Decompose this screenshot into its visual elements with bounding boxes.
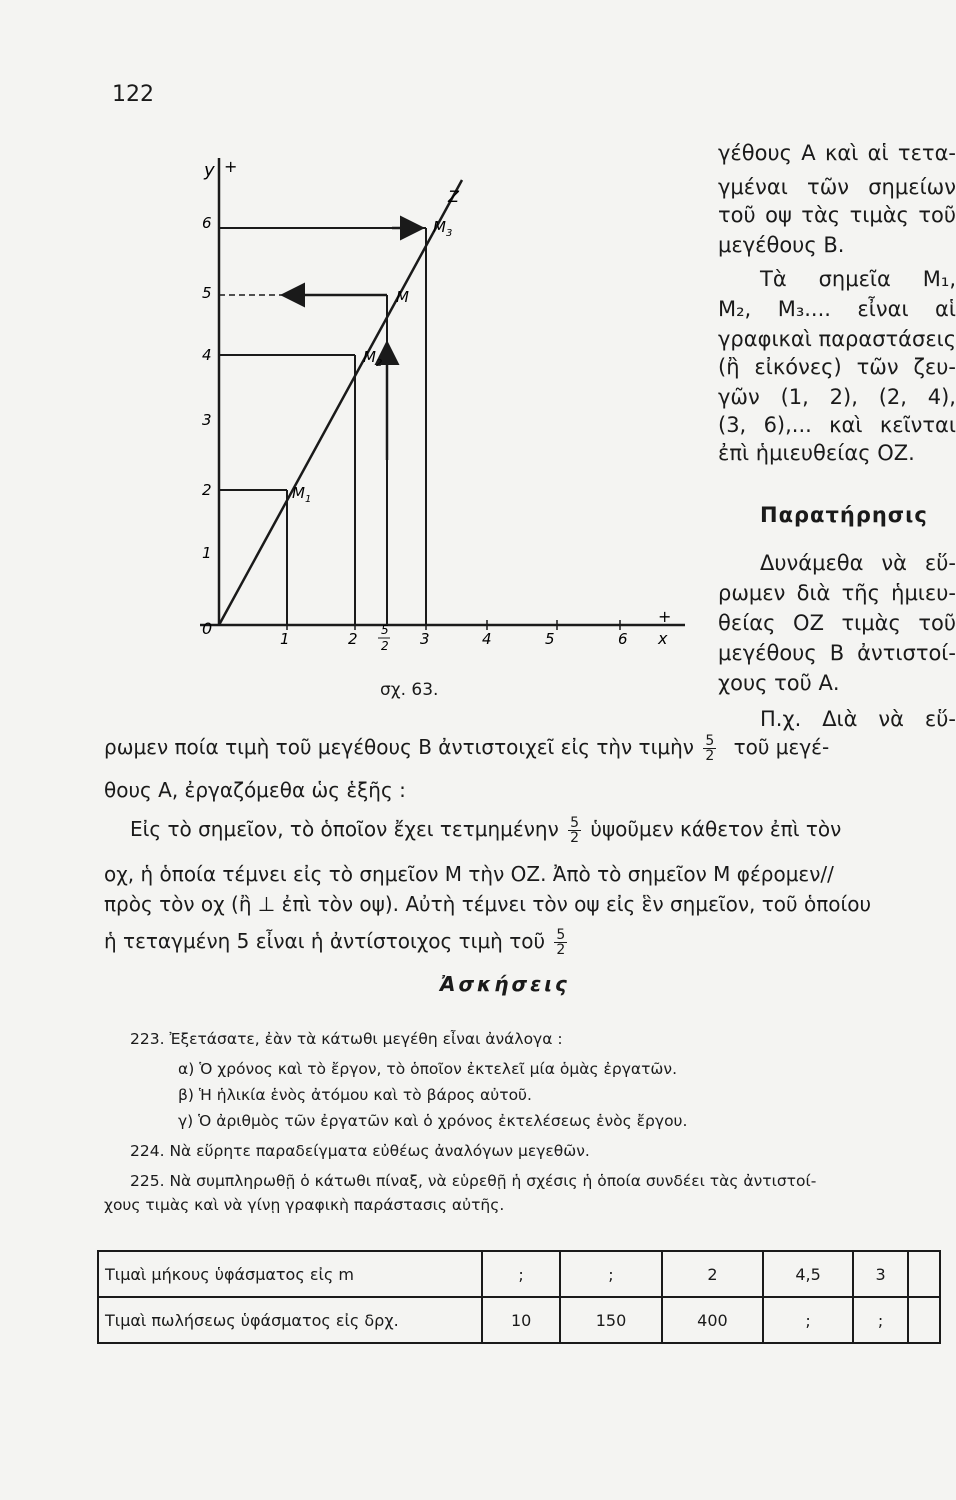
table-cell: 150 — [560, 1297, 661, 1343]
figure-63-graph — [180, 150, 700, 670]
table-cell — [908, 1297, 940, 1343]
y-tick-5: 5 — [202, 284, 212, 302]
x-tick-4: 4 — [482, 630, 492, 648]
m3-label: $M_3$ — [433, 218, 453, 239]
x-plus-label: + — [658, 607, 672, 626]
y-tick-6: 6 — [202, 214, 212, 232]
x-tick-1: 1 — [280, 630, 290, 648]
y-tick-labels — [202, 214, 212, 562]
right-line-8: (ἢ εἰκόνες) τῶν ζευ- — [718, 355, 956, 379]
table-cell: 2 — [662, 1251, 763, 1297]
body-line-5: πρὸς τὸν οχ (ἢ ⊥ ἐπὶ τὸν οψ). Αὐτὴ τέμνει τὸν οψ εἰς ἓν σημεῖον, τοῦ ὁποίου — [104, 892, 872, 916]
remark-heading: Παρατήρησις — [760, 503, 928, 527]
y-tick-4: 4 — [202, 346, 212, 364]
right-line-3: τοῦ οψ τὰς τιμὰς τοῦ — [718, 203, 956, 227]
body-line-1-text: ρωμεν ποία τιμὴ τοῦ μεγέθους Β ἀντιστοιχεῖ εἰς τὴν τιμὴν — [104, 735, 694, 759]
example-line: Π.χ. Διὰ νὰ εὕ- — [760, 707, 956, 731]
y-tick-1: 1 — [202, 544, 212, 562]
right-line-11: ἐπὶ ἡμιευθείας ΟΖ. — [718, 441, 915, 465]
body-line-6-text: ἡ τεταγμένη 5 εἶναι ἡ ἀντίστοιχος τιμὴ τοῦ — [104, 929, 546, 953]
table-cell: ; — [853, 1297, 908, 1343]
exercise-223: 223. Ἐξετάσατε, ἐὰν τὰ κάτωθι μεγέθη εἶναι ἀνάλογα : — [130, 1030, 563, 1048]
right-line-1: γέθους Α καὶ αἱ τετα- — [718, 141, 956, 165]
x-tick-half — [378, 623, 390, 653]
figure-caption: σχ. 63. — [380, 680, 439, 700]
body-line-3 — [130, 816, 841, 845]
y-axis-label: y — [204, 160, 215, 181]
m1-label: $M_1$ — [292, 484, 312, 505]
y-tick-3: 3 — [202, 411, 212, 429]
page-number: 122 — [112, 82, 154, 107]
table-cell: 4,5 — [763, 1251, 853, 1297]
remark-line-5: χους τοῦ Α. — [718, 671, 840, 695]
body-line-2: θους Α, ἐργαζόμεθα ὡς ἑξῆς : — [104, 778, 406, 802]
half-num: 5 — [381, 623, 389, 637]
table-cell — [908, 1251, 940, 1297]
table-row-label: Τιμαὶ πωλήσεως ὑφάσματος εἰς δρχ. — [98, 1297, 482, 1343]
table-cell: 3 — [853, 1251, 908, 1297]
table-row — [98, 1251, 940, 1297]
right-line-9: γῶν (1, 2), (2, 4), — [718, 385, 956, 409]
exercise-223-a: α) Ὁ χρόνος καὶ τὸ ἔργον, τὸ ὁποῖον ἐκτελεῖ μία ὁμὰς ἐργατῶν. — [178, 1060, 677, 1078]
y-plus-label: + — [224, 157, 238, 176]
body-line-1 — [104, 734, 829, 763]
remark-line-4: μεγέθους Β ἀντιστοί- — [718, 641, 956, 665]
exercise-223-c: γ) Ὁ ἀριθμὸς τῶν ἐργατῶν καὶ ὁ χρόνος ἐκτελέσεως ἑνὸς ἔργου. — [178, 1112, 688, 1130]
right-line-5: Τὰ σημεῖα Μ₁, — [760, 267, 956, 291]
table-cell: ; — [560, 1251, 661, 1297]
body-line-6 — [104, 928, 570, 957]
z-label: Z — [448, 187, 459, 206]
fraction-5-2-c: $\frac{5}{2}$ — [556, 927, 566, 958]
half-den: 2 — [381, 639, 389, 653]
right-line-2: γμέναι τῶν σημείων — [718, 175, 956, 199]
exercise-224: 224. Νὰ εὕρητε παραδείγματα εὐθέως ἀναλόγων μεγεθῶν. — [130, 1142, 590, 1160]
y-tick-2: 2 — [202, 481, 212, 499]
fraction-5-2-b: $\frac{5}{2}$ — [570, 815, 580, 846]
m2-label: $M_2$ — [363, 348, 383, 369]
origin-label: 0 — [202, 619, 213, 638]
exercise-223-b: β) Ἡ ἡλικία ἑνὸς ἀτόμου καὶ τὸ βάρος αὐτοῦ. — [178, 1086, 532, 1104]
x-tick-5: 5 — [545, 630, 555, 648]
remark-line-2: ρωμεν διὰ τῆς ἡμιευ- — [718, 581, 956, 605]
table-row — [98, 1297, 940, 1343]
right-line-7: γραφικαὶ παραστάσεις — [718, 327, 956, 351]
fraction-5-2: $\frac{5}{2}$ — [705, 733, 715, 764]
body-line-4: οχ, ἡ ὁποία τέμνει εἰς τὸ σημεῖον Μ τὴν ΟΖ. Ἀπὸ τὸ σημεῖον Μ φέρομεν// — [104, 862, 834, 886]
fabric-table — [97, 1250, 941, 1344]
x-tick-3: 3 — [420, 630, 430, 648]
remark-line-1: Δυνάμεθα νὰ εὕ- — [760, 551, 956, 575]
x-tick-6: 6 — [618, 630, 628, 648]
x-tick-labels — [280, 630, 628, 648]
exercise-225-line-2: χους τιμὰς καὶ νὰ γίνῃ γραφικὴ παράστασις αὐτῆς. — [104, 1196, 505, 1214]
table-cell: ; — [482, 1251, 560, 1297]
x-axis-label: x — [658, 629, 668, 648]
table-cell: 10 — [482, 1297, 560, 1343]
table-row-label: Τιμαὶ μήκους ὑφάσματος εἰς m — [98, 1251, 482, 1297]
m-label: M — [396, 288, 409, 306]
right-line-10: (3, 6),... καὶ κεῖνται — [718, 413, 956, 437]
remark-line-3: θείας ΟΖ τιμὰς τοῦ — [718, 611, 956, 635]
x-tick-2: 2 — [348, 630, 358, 648]
exercise-225-line-1: 225. Νὰ συμπληρωθῇ ὁ κάτωθι πίναξ, νὰ εὑρεθῇ ἡ σχέσις ἡ ὁποία συνδέει τὰς ἀντιστοί- — [130, 1172, 817, 1190]
body-line-3-end: ὑψοῦμεν κάθετον ἐπὶ τὸν — [590, 817, 842, 841]
table-cell: 400 — [662, 1297, 763, 1343]
exercises-title: Ἀσκήσεις — [440, 972, 570, 996]
body-line-3-text: Εἰς τὸ σημεῖον, τὸ ὁποῖον ἔχει τετμημένην — [130, 817, 559, 841]
table-cell: ; — [763, 1297, 853, 1343]
right-line-6: Μ₂, Μ₃.... εἶναι αἱ — [718, 297, 956, 321]
body-line-1-end: τοῦ μεγέ- — [733, 735, 830, 759]
right-line-4: μεγέθους Β. — [718, 233, 845, 257]
